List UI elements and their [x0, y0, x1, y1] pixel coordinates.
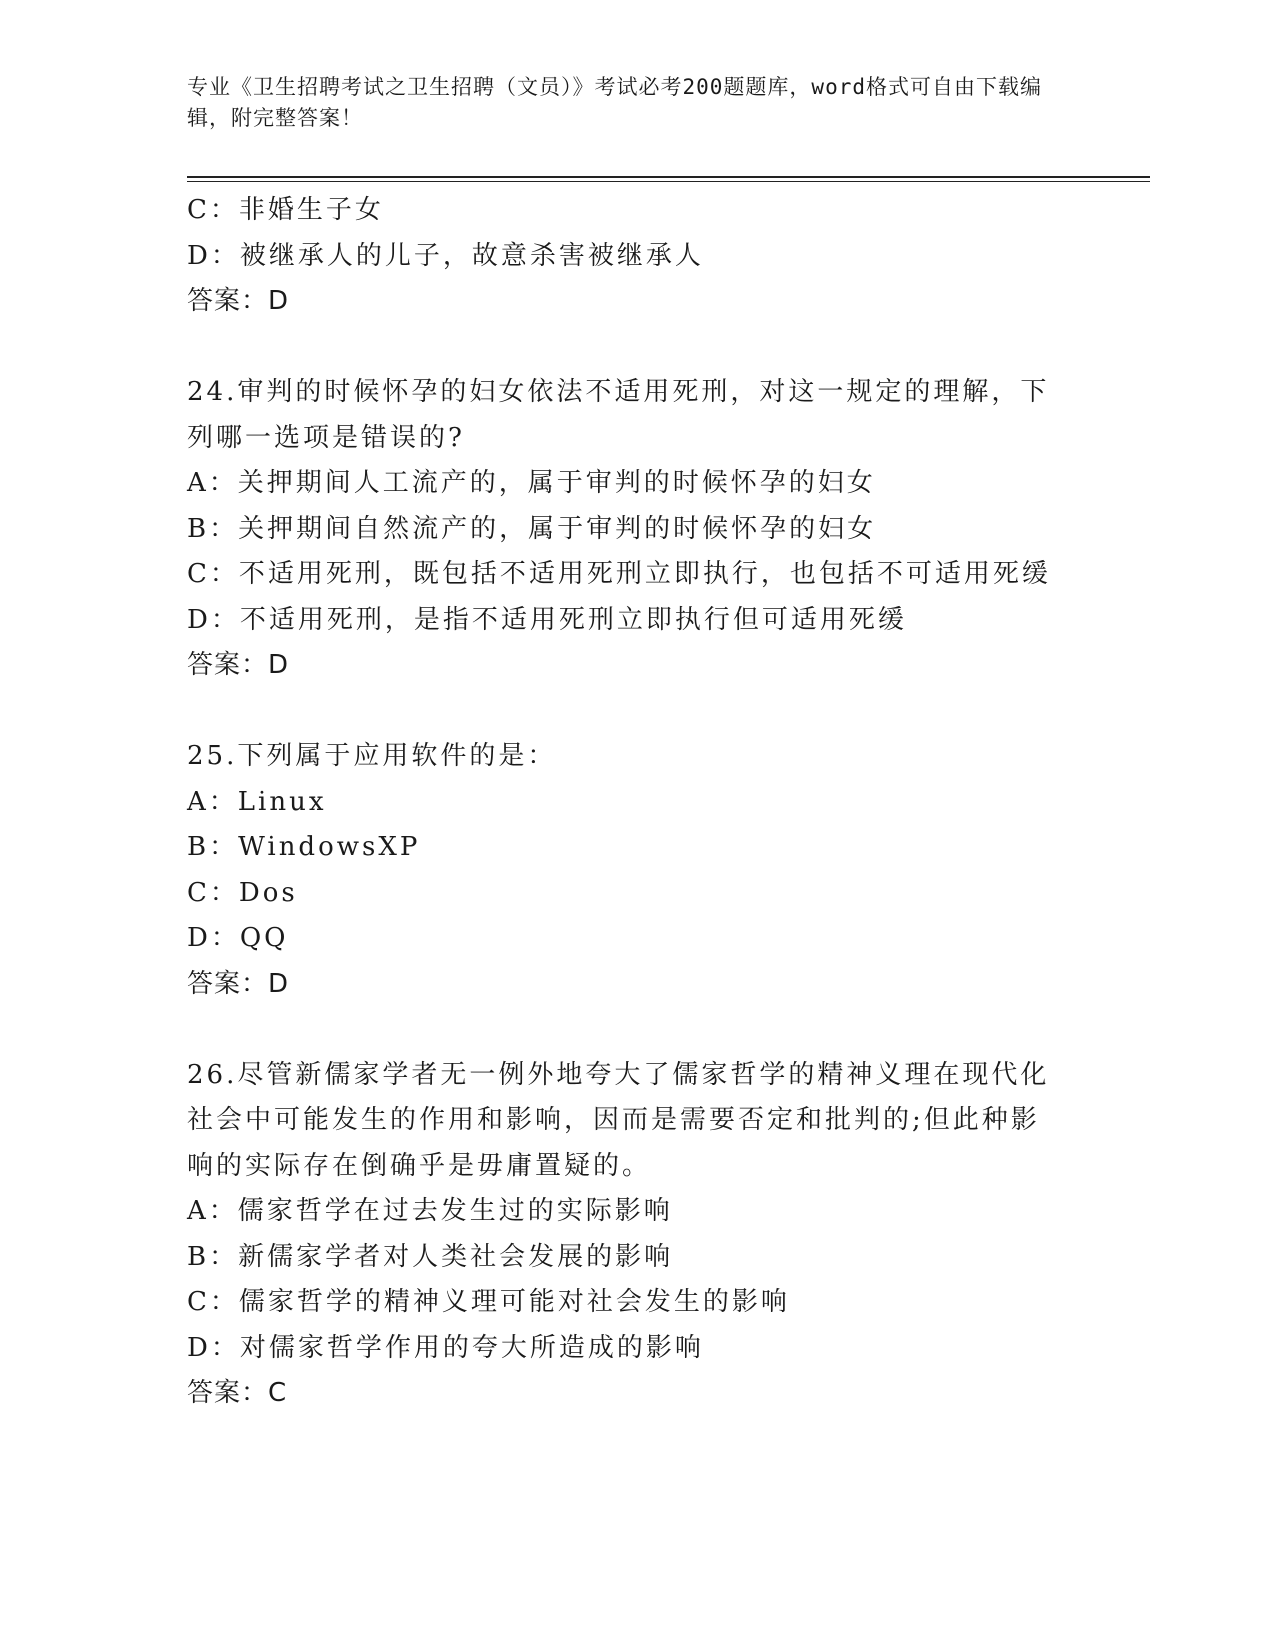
- answer-line: 答案：D: [187, 286, 290, 316]
- question-25-option-d: D：QQ: [187, 923, 289, 953]
- option-c: C：非婚生子女: [187, 195, 384, 225]
- question-25-stem: 25.下列属于应用软件的是：: [187, 741, 557, 771]
- question-25-option-b: B：WindowsXP: [187, 832, 421, 862]
- question-26-option-d: D：对儒家哲学作用的夸大所造成的影响: [187, 1332, 704, 1363]
- header-rule-thick: [187, 176, 1150, 178]
- question-26-stem: 26.尽管新儒家学者无一例外地夸大了儒家哲学的精神义理在现代化社会中可能发生的作用和影响，因而是需要否定和批判的;但此种影响的实际存在倒确乎是毋庸置疑的。: [187, 1059, 1050, 1181]
- question-26-option-c: C：儒家哲学的精神义理可能对社会发生的影响: [187, 1287, 790, 1317]
- spacer: [187, 325, 1087, 371]
- question-26-answer: 答案：C: [187, 1378, 288, 1408]
- question-25-answer: 答案：D: [187, 968, 290, 999]
- question-content: [187, 188, 1087, 1417]
- question-24-option-c: C：不适用死刑，既包括不适用死刑立即执行，也包括不可适用死缓: [187, 559, 1051, 589]
- question-24-option-a: A：关押期间人工流产的，属于审判的时候怀孕的妇女: [187, 468, 876, 498]
- option-d: D：被继承人的儿子，故意杀害被继承人: [187, 240, 704, 271]
- header-rule-thin: [187, 181, 1150, 182]
- document-header: 专业《卫生招聘考试之卫生招聘（文员）》考试必考200题题库，word格式可自由下载编辑，附完整答案！: [187, 75, 1042, 130]
- question-24-option-d: D：不适用死刑，是指不适用死刑立即执行但可适用死缓: [187, 604, 907, 635]
- question-24-option-b: B：关押期间自然流产的，属于审判的时候怀孕的妇女: [187, 513, 877, 544]
- spacer: [187, 689, 1087, 735]
- question-25-option-c: C：Dos: [187, 877, 298, 908]
- question-24-stem: 24.审判的时候怀孕的妇女依法不适用死刑，对这一规定的理解，下列哪一选项是错误的?: [187, 377, 1050, 453]
- question-24-answer: 答案：D: [187, 650, 290, 680]
- question-26-option-a: A：儒家哲学在过去发生过的实际影响: [187, 1196, 673, 1226]
- spacer: [187, 1007, 1087, 1053]
- question-26-option-b: B：新儒家学者对人类社会发展的影响: [187, 1241, 674, 1272]
- question-25-option-a: A：Linux: [187, 786, 327, 817]
